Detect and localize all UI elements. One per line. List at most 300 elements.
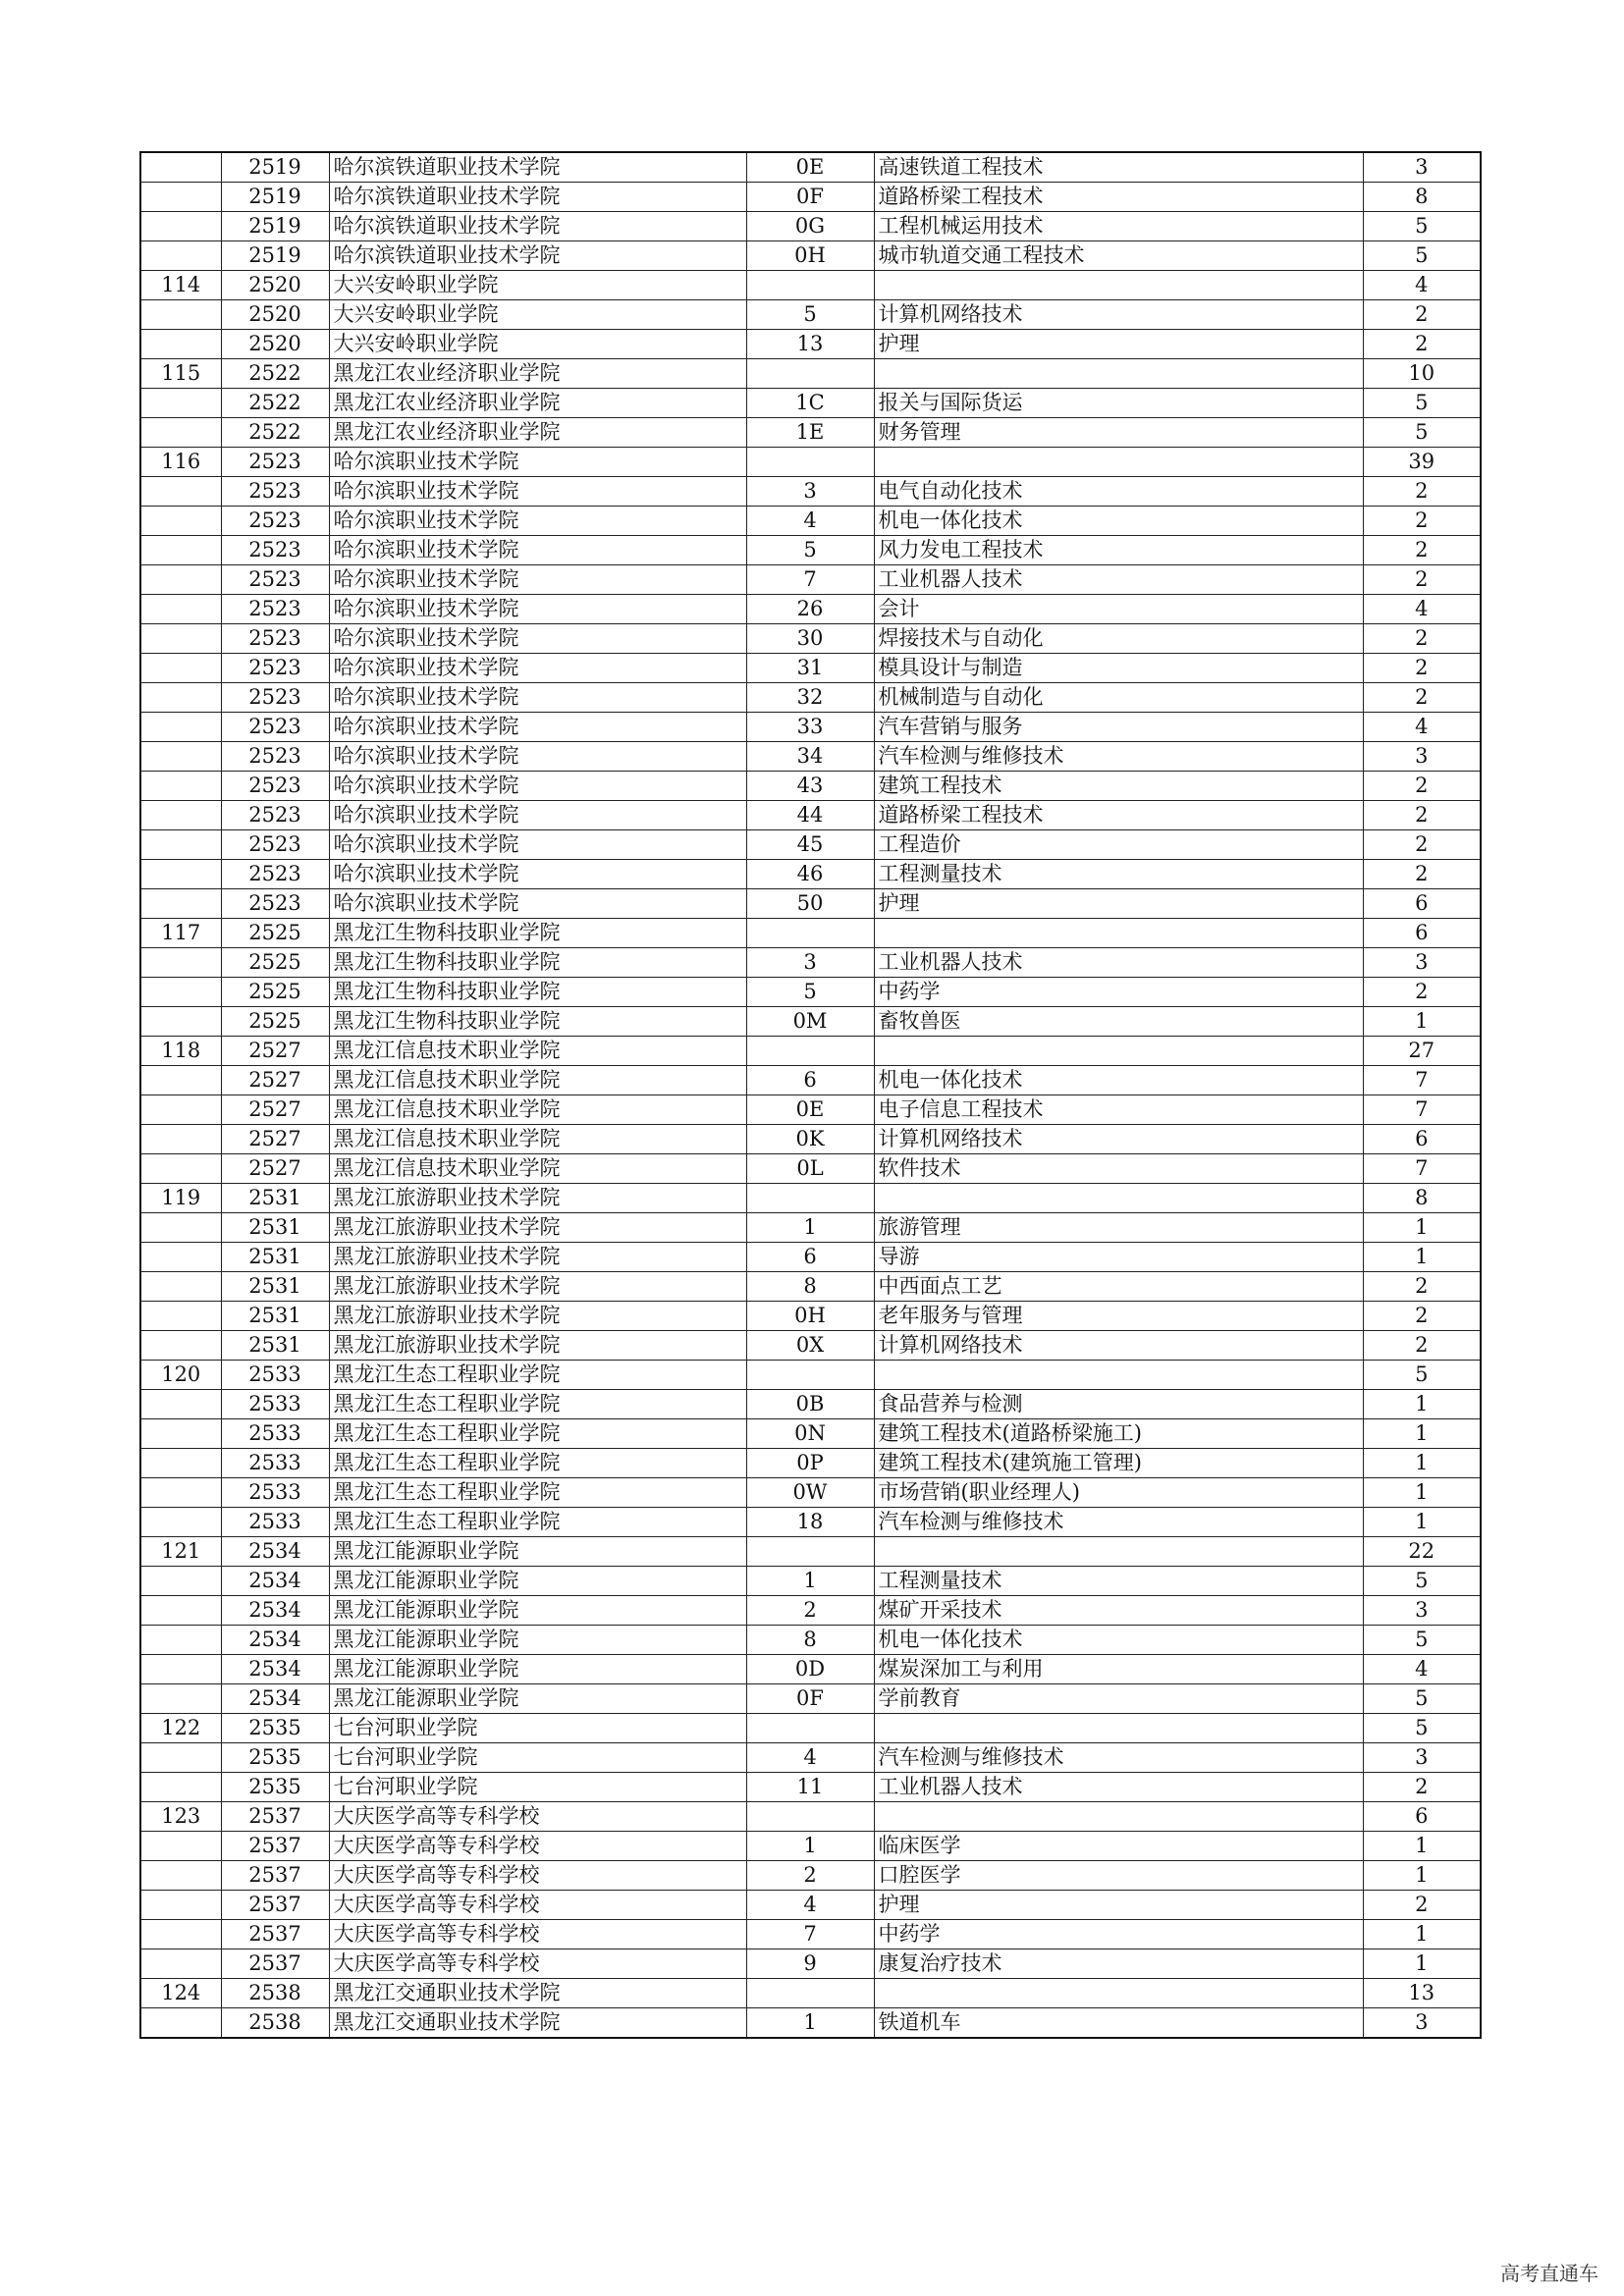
major-code-cell	[746, 271, 874, 300]
school-code-cell: 2531	[221, 1213, 329, 1243]
major-code-cell: 34	[746, 742, 874, 772]
major-code-cell	[746, 1361, 874, 1390]
plan-count-cell: 6	[1363, 919, 1481, 948]
table-row	[140, 1567, 1481, 1596]
school-code-cell: 2531	[221, 1302, 329, 1331]
school-code-cell: 2533	[221, 1478, 329, 1508]
table-row	[140, 1979, 1481, 2008]
seq-number-cell	[140, 183, 221, 212]
major-code-cell: 31	[746, 654, 874, 683]
school-name-cell: 大庆医学高等专科学校	[329, 1891, 746, 1920]
school-name-cell: 黑龙江信息技术职业学院	[329, 1125, 746, 1154]
plan-count-cell: 3	[1363, 152, 1481, 183]
major-code-cell: 50	[746, 889, 874, 919]
plan-count-cell: 7	[1363, 1066, 1481, 1095]
major-name-cell: 中西面点工艺	[874, 1272, 1363, 1302]
seq-number-cell	[140, 1419, 221, 1449]
major-name-cell	[874, 1037, 1363, 1066]
major-code-cell: 13	[746, 330, 874, 359]
school-code-cell: 2519	[221, 152, 329, 183]
table-row	[140, 1832, 1481, 1861]
major-code-cell: 6	[746, 1066, 874, 1095]
seq-number-cell	[140, 1743, 221, 1773]
major-code-cell: 1C	[746, 389, 874, 418]
table-row	[140, 801, 1481, 830]
table-row	[140, 1390, 1481, 1419]
plan-count-cell: 2	[1363, 1302, 1481, 1331]
major-code-cell: 0E	[746, 152, 874, 183]
school-code-cell: 2534	[221, 1567, 329, 1596]
table-row	[140, 1361, 1481, 1390]
seq-number-cell	[140, 1655, 221, 1684]
school-code-cell: 2519	[221, 241, 329, 271]
seq-number-cell	[140, 948, 221, 978]
school-code-cell: 2523	[221, 713, 329, 742]
major-name-cell: 学前教育	[874, 1684, 1363, 1714]
major-name-cell: 工业机器人技术	[874, 948, 1363, 978]
table-row	[140, 359, 1481, 389]
plan-count-cell: 2	[1363, 565, 1481, 595]
table-row	[140, 1537, 1481, 1567]
school-code-cell: 2527	[221, 1066, 329, 1095]
major-name-cell: 中药学	[874, 978, 1363, 1007]
school-name-cell: 哈尔滨职业技术学院	[329, 565, 746, 595]
major-code-cell	[746, 1037, 874, 1066]
major-code-cell: 0D	[746, 1655, 874, 1684]
major-name-cell	[874, 359, 1363, 389]
school-name-cell: 黑龙江交通职业技术学院	[329, 2008, 746, 2039]
seq-number-cell	[140, 212, 221, 241]
major-code-cell: 0H	[746, 241, 874, 271]
plan-count-cell: 10	[1363, 359, 1481, 389]
table-row	[140, 477, 1481, 507]
school-code-cell: 2535	[221, 1773, 329, 1802]
major-name-cell: 汽车检测与维修技术	[874, 742, 1363, 772]
major-code-cell: 0F	[746, 183, 874, 212]
school-name-cell: 黑龙江生态工程职业学院	[329, 1449, 746, 1478]
major-name-cell: 食品营养与检测	[874, 1390, 1363, 1419]
school-name-cell: 黑龙江生态工程职业学院	[329, 1361, 746, 1390]
seq-number-cell	[140, 595, 221, 624]
school-code-cell: 2535	[221, 1714, 329, 1743]
plan-count-cell: 4	[1363, 713, 1481, 742]
major-name-cell: 汽车检测与维修技术	[874, 1508, 1363, 1537]
seq-number-cell	[140, 801, 221, 830]
major-name-cell: 市场营销(职业经理人)	[874, 1478, 1363, 1508]
table-row	[140, 1626, 1481, 1655]
school-name-cell: 黑龙江信息技术职业学院	[329, 1095, 746, 1125]
table-row	[140, 241, 1481, 271]
major-name-cell: 高速铁道工程技术	[874, 152, 1363, 183]
major-name-cell: 汽车检测与维修技术	[874, 1743, 1363, 1773]
table-row	[140, 1596, 1481, 1626]
school-name-cell: 大庆医学高等专科学校	[329, 1832, 746, 1861]
school-code-cell: 2522	[221, 389, 329, 418]
plan-count-cell: 1	[1363, 1949, 1481, 1979]
table-row	[140, 1007, 1481, 1037]
school-name-cell: 黑龙江生态工程职业学院	[329, 1419, 746, 1449]
major-code-cell: 3	[746, 477, 874, 507]
table-row	[140, 565, 1481, 595]
plan-count-cell: 39	[1363, 448, 1481, 477]
school-code-cell: 2527	[221, 1125, 329, 1154]
school-code-cell: 2519	[221, 183, 329, 212]
school-code-cell: 2538	[221, 1979, 329, 2008]
major-code-cell	[746, 359, 874, 389]
school-name-cell: 大庆医学高等专科学校	[329, 1920, 746, 1949]
school-code-cell: 2523	[221, 565, 329, 595]
seq-number-cell	[140, 772, 221, 801]
school-name-cell: 哈尔滨职业技术学院	[329, 624, 746, 654]
school-name-cell: 哈尔滨职业技术学院	[329, 536, 746, 565]
seq-number-cell	[140, 1684, 221, 1714]
major-name-cell	[874, 1714, 1363, 1743]
plan-count-cell: 1	[1363, 1832, 1481, 1861]
seq-number-cell	[140, 1861, 221, 1891]
school-name-cell: 大庆医学高等专科学校	[329, 1949, 746, 1979]
seq-number-cell: 114	[140, 271, 221, 300]
plan-count-cell: 2	[1363, 654, 1481, 683]
school-code-cell: 2531	[221, 1272, 329, 1302]
major-name-cell: 机电一体化技术	[874, 507, 1363, 536]
school-name-cell: 黑龙江生态工程职业学院	[329, 1508, 746, 1537]
table-row	[140, 978, 1481, 1007]
major-code-cell: 0H	[746, 1302, 874, 1331]
major-code-cell	[746, 1979, 874, 2008]
table-row	[140, 889, 1481, 919]
school-name-cell: 哈尔滨铁道职业技术学院	[329, 183, 746, 212]
school-name-cell: 黑龙江农业经济职业学院	[329, 359, 746, 389]
major-code-cell: 1	[746, 1567, 874, 1596]
seq-number-cell: 117	[140, 919, 221, 948]
seq-number-cell	[140, 418, 221, 448]
plan-count-cell: 1	[1363, 1390, 1481, 1419]
plan-count-cell: 1	[1363, 1213, 1481, 1243]
school-name-cell: 哈尔滨职业技术学院	[329, 860, 746, 889]
admission-plan-table	[139, 151, 1482, 2039]
major-code-cell: 4	[746, 1743, 874, 1773]
plan-count-cell: 6	[1363, 889, 1481, 919]
major-name-cell: 建筑工程技术	[874, 772, 1363, 801]
major-name-cell	[874, 1979, 1363, 2008]
seq-number-cell	[140, 330, 221, 359]
seq-number-cell: 118	[140, 1037, 221, 1066]
school-code-cell: 2523	[221, 448, 329, 477]
seq-number-cell	[140, 1891, 221, 1920]
major-code-cell	[746, 1184, 874, 1213]
table-row	[140, 212, 1481, 241]
major-code-cell: 7	[746, 1920, 874, 1949]
plan-count-cell: 5	[1363, 1567, 1481, 1596]
plan-count-cell: 2	[1363, 860, 1481, 889]
major-name-cell: 工程测量技术	[874, 1567, 1363, 1596]
school-name-cell: 哈尔滨职业技术学院	[329, 772, 746, 801]
plan-count-cell: 2	[1363, 1272, 1481, 1302]
school-name-cell: 黑龙江能源职业学院	[329, 1537, 746, 1567]
seq-number-cell: 124	[140, 1979, 221, 2008]
plan-count-cell: 2	[1363, 978, 1481, 1007]
plan-count-cell: 2	[1363, 624, 1481, 654]
seq-number-cell	[140, 1508, 221, 1537]
major-code-cell: 4	[746, 507, 874, 536]
plan-count-cell: 5	[1363, 418, 1481, 448]
seq-number-cell	[140, 654, 221, 683]
table-row	[140, 1066, 1481, 1095]
plan-count-cell: 2	[1363, 683, 1481, 713]
seq-number-cell	[140, 1949, 221, 1979]
major-name-cell: 工业机器人技术	[874, 565, 1363, 595]
major-name-cell: 铁道机车	[874, 2008, 1363, 2039]
school-name-cell: 黑龙江旅游职业技术学院	[329, 1302, 746, 1331]
major-code-cell: 18	[746, 1508, 874, 1537]
seq-number-cell: 123	[140, 1802, 221, 1832]
school-code-cell: 2523	[221, 772, 329, 801]
school-code-cell: 2537	[221, 1891, 329, 1920]
school-name-cell: 大兴安岭职业学院	[329, 300, 746, 330]
school-name-cell: 大兴安岭职业学院	[329, 271, 746, 300]
seq-number-cell	[140, 1066, 221, 1095]
major-code-cell: 0W	[746, 1478, 874, 1508]
table-row	[140, 536, 1481, 565]
seq-number-cell	[140, 1773, 221, 1802]
major-code-cell: 9	[746, 1949, 874, 1979]
plan-count-cell: 5	[1363, 1361, 1481, 1390]
school-name-cell: 哈尔滨职业技术学院	[329, 713, 746, 742]
school-code-cell: 2531	[221, 1331, 329, 1361]
school-name-cell: 哈尔滨铁道职业技术学院	[329, 212, 746, 241]
school-name-cell: 黑龙江信息技术职业学院	[329, 1037, 746, 1066]
major-name-cell: 工程测量技术	[874, 860, 1363, 889]
major-name-cell: 软件技术	[874, 1154, 1363, 1184]
major-name-cell: 煤炭深加工与利用	[874, 1655, 1363, 1684]
major-code-cell: 46	[746, 860, 874, 889]
school-code-cell: 2523	[221, 860, 329, 889]
major-name-cell: 电子信息工程技术	[874, 1095, 1363, 1125]
major-code-cell: 4	[746, 1891, 874, 1920]
school-code-cell: 2523	[221, 742, 329, 772]
seq-number-cell	[140, 1567, 221, 1596]
major-name-cell: 护理	[874, 1891, 1363, 1920]
school-code-cell: 2525	[221, 919, 329, 948]
seq-number-cell: 120	[140, 1361, 221, 1390]
major-code-cell: 2	[746, 1861, 874, 1891]
plan-count-cell: 3	[1363, 1596, 1481, 1626]
major-name-cell: 护理	[874, 330, 1363, 359]
major-name-cell: 风力发电工程技术	[874, 536, 1363, 565]
school-name-cell: 哈尔滨职业技术学院	[329, 507, 746, 536]
plan-count-cell: 13	[1363, 1979, 1481, 2008]
school-code-cell: 2520	[221, 330, 329, 359]
school-name-cell: 黑龙江能源职业学院	[329, 1655, 746, 1684]
seq-number-cell	[140, 241, 221, 271]
major-name-cell	[874, 1361, 1363, 1390]
watermark-text: 高考直通车	[1500, 2262, 1598, 2285]
school-code-cell: 2523	[221, 595, 329, 624]
major-code-cell: 11	[746, 1773, 874, 1802]
school-code-cell: 2519	[221, 212, 329, 241]
plan-count-cell: 5	[1363, 1714, 1481, 1743]
plan-count-cell: 1	[1363, 1007, 1481, 1037]
major-code-cell: 1	[746, 2008, 874, 2039]
school-code-cell: 2523	[221, 624, 329, 654]
school-code-cell: 2534	[221, 1655, 329, 1684]
school-name-cell: 七台河职业学院	[329, 1743, 746, 1773]
table-row	[140, 1743, 1481, 1773]
major-code-cell: 0G	[746, 212, 874, 241]
plan-count-cell: 1	[1363, 1449, 1481, 1478]
plan-count-cell: 2	[1363, 536, 1481, 565]
seq-number-cell	[140, 565, 221, 595]
major-name-cell: 汽车营销与服务	[874, 713, 1363, 742]
plan-count-cell: 1	[1363, 1508, 1481, 1537]
major-code-cell: 43	[746, 772, 874, 801]
table-row	[140, 1302, 1481, 1331]
major-code-cell	[746, 919, 874, 948]
plan-count-cell: 6	[1363, 1802, 1481, 1832]
table-row	[140, 1508, 1481, 1537]
plan-count-cell: 3	[1363, 2008, 1481, 2039]
school-code-cell: 2520	[221, 271, 329, 300]
table-row	[140, 948, 1481, 978]
major-code-cell: 3	[746, 948, 874, 978]
admission-plan-table-container	[139, 151, 1480, 2039]
table-row	[140, 683, 1481, 713]
major-code-cell: 0P	[746, 1449, 874, 1478]
school-code-cell: 2531	[221, 1184, 329, 1213]
plan-count-cell: 3	[1363, 1743, 1481, 1773]
major-name-cell: 会计	[874, 595, 1363, 624]
seq-number-cell	[140, 1390, 221, 1419]
plan-count-cell: 1	[1363, 1920, 1481, 1949]
table-row	[140, 330, 1481, 359]
school-code-cell: 2523	[221, 830, 329, 860]
seq-number-cell	[140, 152, 221, 183]
plan-count-cell: 6	[1363, 1125, 1481, 1154]
table-row	[140, 772, 1481, 801]
school-code-cell: 2523	[221, 683, 329, 713]
plan-count-cell: 5	[1363, 1626, 1481, 1655]
seq-number-cell	[140, 1154, 221, 1184]
seq-number-cell: 116	[140, 448, 221, 477]
plan-count-cell: 4	[1363, 271, 1481, 300]
plan-count-cell: 8	[1363, 1184, 1481, 1213]
plan-count-cell: 2	[1363, 830, 1481, 860]
major-code-cell: 0B	[746, 1390, 874, 1419]
school-name-cell: 哈尔滨职业技术学院	[329, 801, 746, 830]
school-name-cell: 黑龙江能源职业学院	[329, 1567, 746, 1596]
seq-number-cell	[140, 889, 221, 919]
school-name-cell: 哈尔滨职业技术学院	[329, 477, 746, 507]
school-code-cell: 2527	[221, 1095, 329, 1125]
school-code-cell: 2525	[221, 1007, 329, 1037]
school-code-cell: 2537	[221, 1920, 329, 1949]
plan-count-cell: 2	[1363, 300, 1481, 330]
school-name-cell: 大兴安岭职业学院	[329, 330, 746, 359]
table-row	[140, 2008, 1481, 2039]
table-row	[140, 1861, 1481, 1891]
school-code-cell: 2534	[221, 1684, 329, 1714]
seq-number-cell	[140, 978, 221, 1007]
major-name-cell: 护理	[874, 889, 1363, 919]
table-row	[140, 1184, 1481, 1213]
major-code-cell: 0E	[746, 1095, 874, 1125]
table-row	[140, 595, 1481, 624]
school-code-cell: 2537	[221, 1802, 329, 1832]
major-name-cell: 报关与国际货运	[874, 389, 1363, 418]
school-name-cell: 黑龙江旅游职业技术学院	[329, 1243, 746, 1272]
major-name-cell: 工程造价	[874, 830, 1363, 860]
major-code-cell	[746, 448, 874, 477]
school-code-cell: 2535	[221, 1743, 329, 1773]
major-name-cell: 建筑工程技术(建筑施工管理)	[874, 1449, 1363, 1478]
major-name-cell	[874, 1802, 1363, 1832]
table-row	[140, 183, 1481, 212]
major-code-cell: 0F	[746, 1684, 874, 1714]
school-name-cell: 哈尔滨铁道职业技术学院	[329, 241, 746, 271]
table-row	[140, 1331, 1481, 1361]
major-code-cell: 0K	[746, 1125, 874, 1154]
major-name-cell: 道路桥梁工程技术	[874, 801, 1363, 830]
table-row	[140, 1773, 1481, 1802]
plan-count-cell: 4	[1363, 1655, 1481, 1684]
plan-count-cell: 1	[1363, 1861, 1481, 1891]
seq-number-cell	[140, 536, 221, 565]
school-code-cell: 2537	[221, 1861, 329, 1891]
school-code-cell: 2533	[221, 1390, 329, 1419]
school-code-cell: 2527	[221, 1037, 329, 1066]
school-name-cell: 黑龙江农业经济职业学院	[329, 389, 746, 418]
seq-number-cell: 119	[140, 1184, 221, 1213]
major-name-cell: 老年服务与管理	[874, 1302, 1363, 1331]
major-name-cell: 康复治疗技术	[874, 1949, 1363, 1979]
major-code-cell: 0X	[746, 1331, 874, 1361]
table-row	[140, 300, 1481, 330]
major-name-cell: 城市轨道交通工程技术	[874, 241, 1363, 271]
school-code-cell: 2522	[221, 359, 329, 389]
major-code-cell: 5	[746, 978, 874, 1007]
table-row	[140, 742, 1481, 772]
major-code-cell: 30	[746, 624, 874, 654]
major-name-cell: 计算机网络技术	[874, 300, 1363, 330]
major-name-cell: 模具设计与制造	[874, 654, 1363, 683]
school-name-cell: 七台河职业学院	[329, 1773, 746, 1802]
school-code-cell: 2538	[221, 2008, 329, 2039]
table-row	[140, 1449, 1481, 1478]
plan-count-cell: 3	[1363, 742, 1481, 772]
plan-count-cell: 5	[1363, 389, 1481, 418]
plan-count-cell: 2	[1363, 801, 1481, 830]
major-code-cell	[746, 1537, 874, 1567]
school-name-cell: 黑龙江生物科技职业学院	[329, 978, 746, 1007]
school-name-cell: 黑龙江旅游职业技术学院	[329, 1331, 746, 1361]
plan-count-cell: 27	[1363, 1037, 1481, 1066]
table-row	[140, 389, 1481, 418]
major-name-cell	[874, 1537, 1363, 1567]
table-row	[140, 1684, 1481, 1714]
major-name-cell: 焊接技术与自动化	[874, 624, 1363, 654]
major-code-cell: 8	[746, 1626, 874, 1655]
plan-count-cell: 7	[1363, 1154, 1481, 1184]
seq-number-cell: 121	[140, 1537, 221, 1567]
table-row	[140, 860, 1481, 889]
major-code-cell: 45	[746, 830, 874, 860]
table-row	[140, 1243, 1481, 1272]
seq-number-cell	[140, 683, 221, 713]
school-name-cell: 黑龙江旅游职业技术学院	[329, 1213, 746, 1243]
school-name-cell: 黑龙江旅游职业技术学院	[329, 1272, 746, 1302]
plan-count-cell: 7	[1363, 1095, 1481, 1125]
table-body	[140, 152, 1481, 2038]
